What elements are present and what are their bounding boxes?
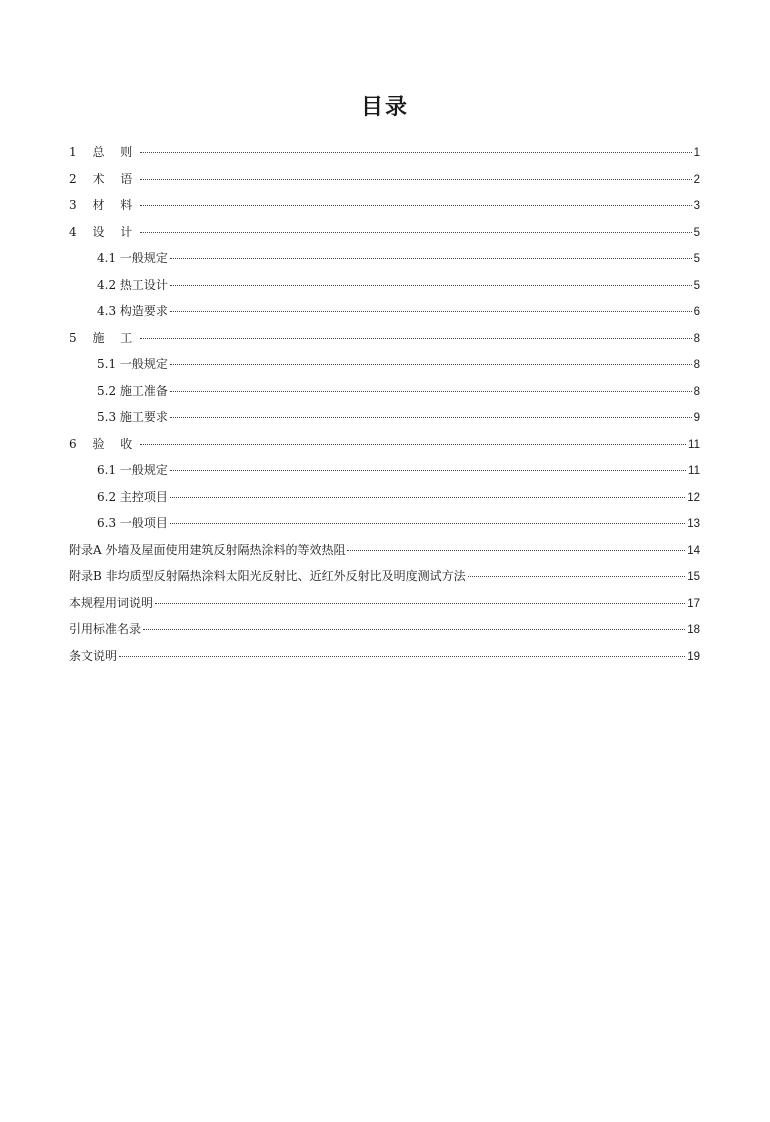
toc-entry-page: 17 bbox=[687, 597, 700, 610]
toc-entry-label: 6.2 主控项目 bbox=[97, 489, 168, 504]
toc-entry[interactable] bbox=[69, 594, 700, 621]
toc-leader-dots bbox=[140, 232, 691, 233]
toc-entry-page: 11 bbox=[688, 438, 700, 451]
toc-leader-dots bbox=[170, 285, 692, 286]
toc-leader-dots bbox=[119, 656, 685, 657]
toc-entry-label: 5.2 施工准备 bbox=[97, 383, 168, 398]
toc-subentry[interactable] bbox=[69, 249, 700, 276]
toc-entry-page: 3 bbox=[693, 200, 700, 212]
toc-entry-label: 4.3 构造要求 bbox=[97, 304, 168, 318]
toc-leader-dots bbox=[170, 391, 692, 392]
page-title: 目录 bbox=[360, 95, 409, 120]
toc-leader-dots bbox=[170, 311, 692, 312]
toc-entry[interactable] bbox=[69, 223, 700, 250]
toc-entry-label: 条文说明 bbox=[69, 648, 118, 663]
toc-subentry[interactable] bbox=[69, 355, 700, 382]
toc-leader-dots bbox=[140, 179, 691, 180]
toc-entry-page: 1 bbox=[693, 147, 700, 159]
toc-subentry[interactable] bbox=[69, 302, 700, 329]
toc-subentry[interactable] bbox=[69, 276, 700, 303]
toc-subentry[interactable] bbox=[69, 488, 700, 515]
toc-entry[interactable] bbox=[69, 196, 700, 223]
toc-leader-dots bbox=[347, 550, 685, 551]
toc-entry[interactable] bbox=[69, 567, 700, 594]
toc-entry-label: 引用标准名录 bbox=[69, 622, 142, 636]
toc-entry-label: 1 总 则 bbox=[69, 145, 139, 159]
toc-entry-page: 8 bbox=[693, 385, 700, 398]
toc-subentry[interactable] bbox=[69, 382, 700, 409]
toc-entry-page: 8 bbox=[693, 359, 700, 371]
toc-leader-dots bbox=[170, 364, 692, 365]
toc-entry-page: 6 bbox=[693, 306, 700, 318]
toc-entry-page: 5 bbox=[693, 253, 700, 265]
toc-subentry[interactable] bbox=[69, 408, 700, 435]
toc-entry-label: 5.3 施工要求 bbox=[97, 410, 168, 424]
toc-entry-page: 9 bbox=[693, 412, 700, 424]
toc-leader-dots bbox=[140, 338, 691, 339]
toc-leader-dots bbox=[468, 576, 686, 577]
toc-entry-page: 11 bbox=[688, 465, 700, 477]
toc-entry-page: 12 bbox=[687, 491, 700, 504]
toc-entry-page: 14 bbox=[687, 544, 700, 557]
toc-entry-label: 4.2 热工设计 bbox=[97, 277, 168, 292]
toc-entry[interactable] bbox=[69, 435, 700, 462]
toc-entry-page: 13 bbox=[687, 518, 700, 530]
toc-entry-label: 本规程用词说明 bbox=[69, 595, 154, 610]
toc-entry-label: 6 验 收 bbox=[69, 436, 139, 451]
toc-leader-dots bbox=[143, 629, 685, 630]
toc-entry[interactable] bbox=[69, 541, 700, 568]
toc-entry-page: 18 bbox=[687, 624, 700, 636]
toc-entry-page: 19 bbox=[687, 650, 700, 663]
toc-entry[interactable] bbox=[69, 647, 700, 674]
toc-leader-dots bbox=[170, 258, 692, 259]
toc-leader-dots bbox=[140, 205, 691, 206]
toc-entry-label: 3 材 料 bbox=[69, 198, 139, 212]
toc-entry[interactable] bbox=[69, 170, 700, 197]
toc-entry-page: 5 bbox=[693, 279, 700, 292]
toc-entry[interactable] bbox=[69, 620, 700, 647]
toc-subentry[interactable] bbox=[69, 461, 700, 488]
toc-subentry[interactable] bbox=[69, 514, 700, 541]
toc-leader-dots bbox=[140, 444, 686, 445]
toc-entry-label: 2 术 语 bbox=[69, 171, 139, 186]
toc-leader-dots bbox=[140, 152, 691, 153]
toc-entry-label: 6.1 一般规定 bbox=[97, 463, 168, 477]
toc-entry-page: 5 bbox=[693, 226, 700, 239]
toc-entry[interactable] bbox=[69, 143, 700, 170]
toc-leader-dots bbox=[155, 603, 685, 604]
toc-entry-label: 4 设 计 bbox=[69, 224, 139, 239]
toc-entry-page: 8 bbox=[693, 332, 700, 345]
toc-leader-dots bbox=[170, 523, 685, 524]
toc-entry-label: 附录A 外墙及屋面使用建筑反射隔热涂料的等效热阻 bbox=[69, 542, 346, 557]
toc-entry-label: 6.3 一般项目 bbox=[97, 516, 168, 530]
toc-entry-label: 附录B 非均质型反射隔热涂料太阳光反射比、近红外反射比及明度测试方法 bbox=[69, 569, 466, 583]
toc-entry[interactable] bbox=[69, 329, 700, 356]
table-of-contents bbox=[69, 143, 700, 673]
toc-entry-label: 5 施 工 bbox=[69, 330, 139, 345]
toc-leader-dots bbox=[170, 417, 692, 418]
toc-entry-label: 4.1 一般规定 bbox=[97, 251, 168, 265]
toc-entry-label: 5.1 一般规定 bbox=[97, 357, 168, 371]
toc-leader-dots bbox=[170, 497, 685, 498]
toc-entry-page: 15 bbox=[687, 571, 700, 583]
toc-entry-page: 2 bbox=[693, 173, 700, 186]
toc-leader-dots bbox=[170, 470, 686, 471]
